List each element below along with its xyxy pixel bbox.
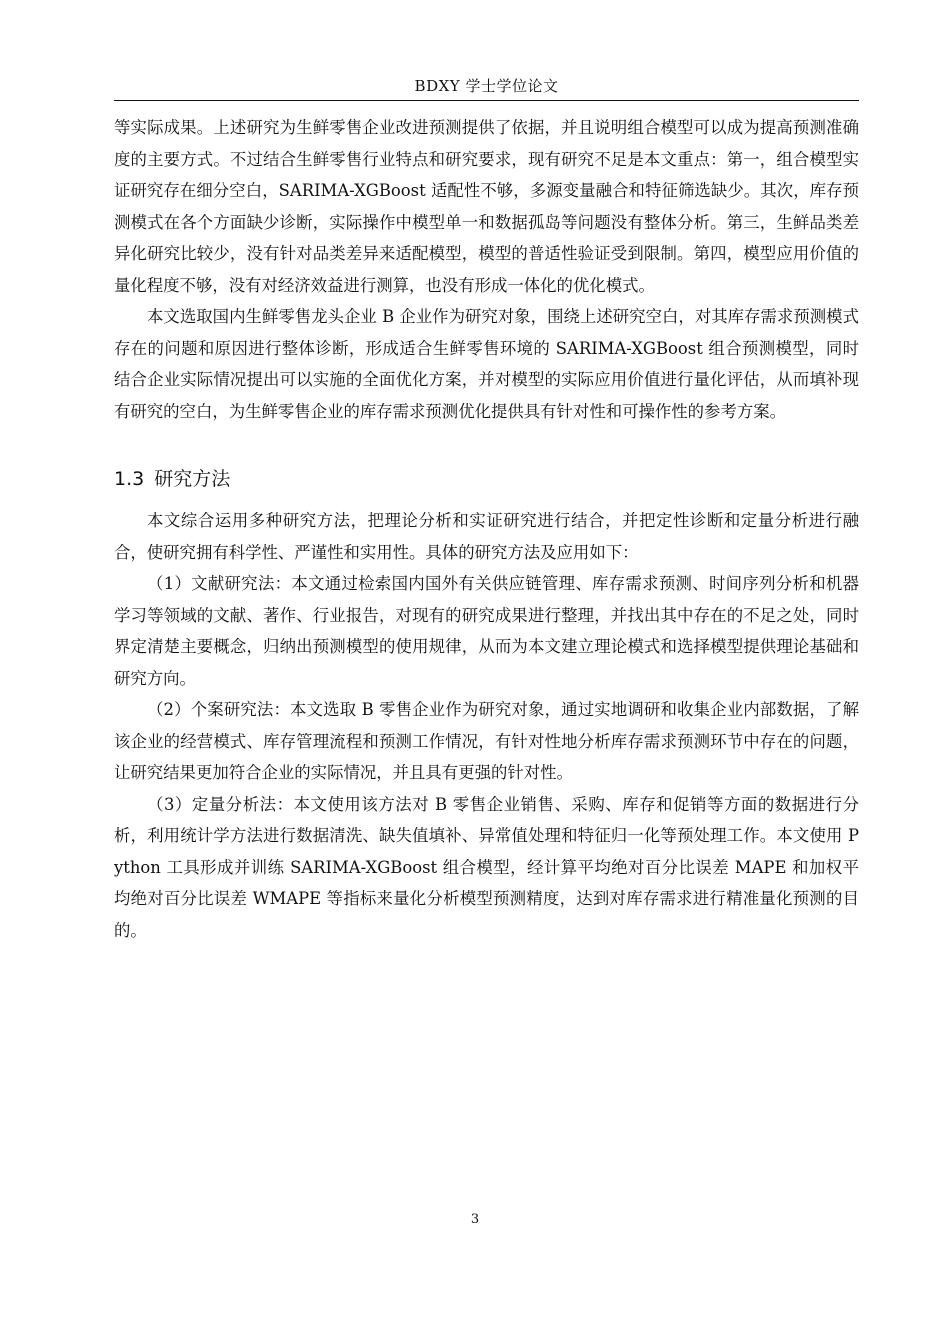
body-paragraph: 本文选取国内生鲜零售龙头企业 B 企业作为研究对象，围绕上述研究空白，对其库存需求预测模式存在的问题和原因进行整体诊断，形成适合生鲜零售环境的 SARIMA-XGBoost 组合预测模型，同时结合企业实际情况提出可以实施的全面优化方案，并对模型的实际应用价值进行量化评估，从而填补现有研究的空白，为生鲜零售企业的库存需求预测优化提供具有针对性和可操作性的参考方案。 xyxy=(114,307,859,421)
body-paragraph: 等实际成果。上述研究为生鲜零售企业改进预测提供了依据，并且说明组合模型可以成为提高预测准确度的主要方式。不过结合生鲜零售行业特点和研究要求，现有研究不足是本文重点：第一，组合模型实证研究存在细分空白，SARIMA-XGBoost 适配性不够，多源变量融合和特征筛选缺少。其次，库存预测模式在各个方面缺少诊断，实际操作中模型单一和数据孤岛等问题没有整体分析。第三，生鲜品类差异化研究比较少，没有针对品类差异来适配模型，模型的普适性验证受到限制。第四，模型应用价值的量化程度不够，没有对经济效益进行测算，也没有形成一体化的优化模式。 xyxy=(114,118,859,295)
page-number-text: 3 xyxy=(470,1212,480,1227)
method-paragraph-case-study: （2）个案研究法：本文选取 B 零售企业作为研究对象，通过实地调研和收集企业内部数据，了解该企业的经营模式、库存管理流程和预测工作情况，有针对性地分析库存需求预测环节中存在的问题，让研究结果更加符合企业的实际情况，并且具有更强的针对性。 xyxy=(114,700,859,782)
method-paragraph-quantitative: （3）定量分析法：本文使用该方法对 B 零售企业销售、采购、库存和促销等方面的数据进行分析，利用统计学方法进行数据清洗、缺失值填补、异常值处理和特征归一化等预处理工作。本文使用 Python 工具形成并训练 SARIMA-XGBoost 组合模型，经计算平均绝对百分比误差 MAPE 和加权平均绝对百分比误差 WMAPE 等指标来量化分析模型预测精度，达到对库存需求进行精准量化预测的目的。 xyxy=(114,794,859,940)
page-number xyxy=(0,1210,950,1230)
section-heading xyxy=(114,427,859,505)
header-title: BDXY 学士学位论文 xyxy=(414,77,559,95)
body-paragraph: 本文综合运用多种研究方法，把理论分析和实证研究进行结合，并把定性诊断和定量分析进行融合，使研究拥有科学性、严谨性和实用性。具体的研究方法及应用如下： xyxy=(114,511,859,562)
page-header xyxy=(114,72,859,101)
method-paragraph-literature: （1）文献研究法：本文通过检索国内国外有关供应链管理、库存需求预测、时间序列分析和机器学习等领域的文献、著作、行业报告，对现有的研究成果进行整理，并找出其中存在的不足之处，同时界定清楚主要概念，归纳出预测模型的使用规律，从而为本文建立理论模式和选择模型提供理论基础和研究方向。 xyxy=(114,574,859,688)
section-number: 1.3 xyxy=(114,468,145,490)
section-title: 研究方法 xyxy=(154,468,231,490)
document-body xyxy=(114,112,859,946)
